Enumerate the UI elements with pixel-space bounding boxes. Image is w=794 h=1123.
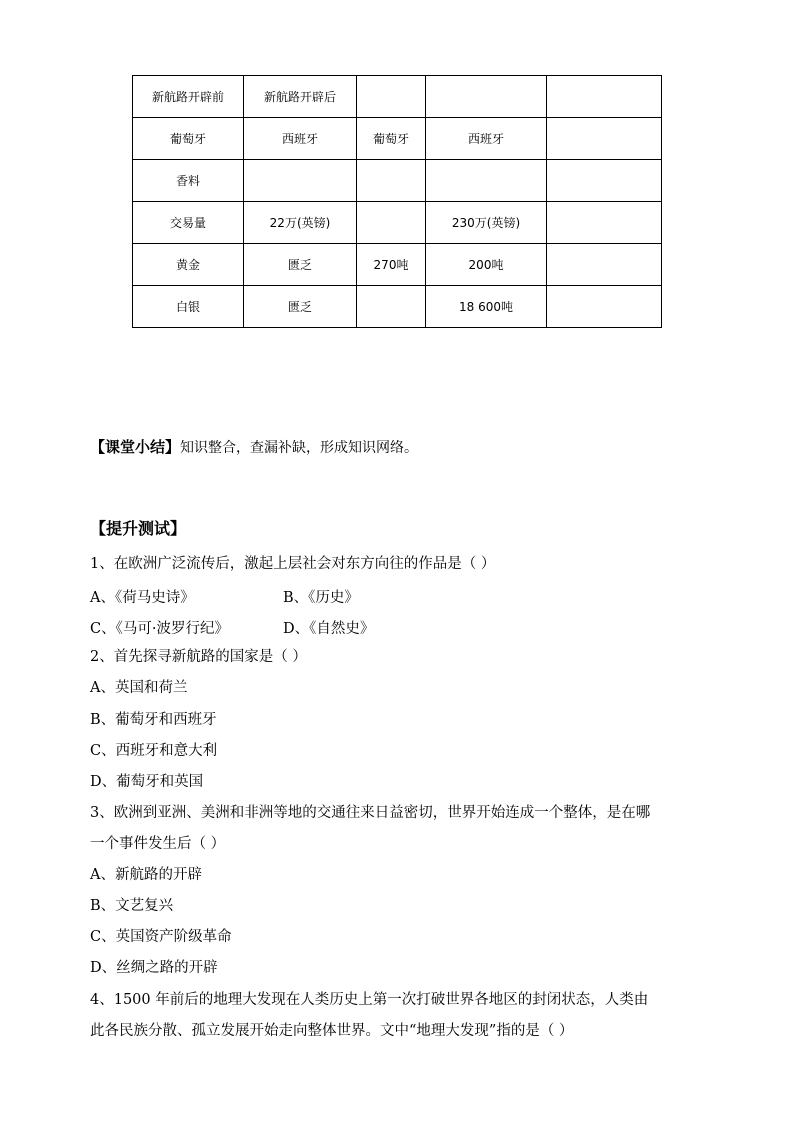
trade-table-body [133, 76, 662, 328]
table-cell [244, 160, 357, 202]
table-cell [547, 160, 662, 202]
table-cell: 新航路开辟后 [244, 76, 357, 118]
table-row [133, 244, 662, 286]
table-cell [547, 286, 662, 328]
table-cell: 黄金 [133, 244, 244, 286]
table-cell: 22万(英镑) [244, 202, 357, 244]
table-row [133, 76, 662, 118]
q1-option-d: D、《自然史》 [283, 621, 375, 637]
table-cell: 白银 [133, 286, 244, 328]
q2-option-b: B、葡萄牙和西班牙 [90, 712, 217, 728]
table-cell [357, 160, 426, 202]
q1-option-b: B、《历史》 [283, 590, 359, 606]
table-cell [547, 244, 662, 286]
q4-stem-line2: 此各民族分散、孤立发展开始走向整体世界。文中“地理大发现”指的是（ ） [90, 1023, 574, 1039]
table-row [133, 286, 662, 328]
table-row [133, 160, 662, 202]
table-cell [547, 76, 662, 118]
table-cell: 230万(英镑) [426, 202, 547, 244]
q1-option-a: A、《荷马史诗》 [90, 590, 195, 606]
q1-options-row1 [90, 586, 359, 607]
q2-option-a: A、英国和荷兰 [90, 680, 188, 696]
table-cell [357, 202, 426, 244]
q4-stem-line1: 4、1500 年前后的地理大发现在人类历史上第一次打破世界各地区的封闭状态，人类由 [90, 992, 649, 1008]
q2-option-d: D、葡萄牙和英国 [90, 774, 204, 790]
summary-text: 知识整合，查漏补缺，形成知识网络。 [180, 440, 419, 456]
table-cell: 葡萄牙 [357, 118, 426, 160]
table-cell [547, 118, 662, 160]
table-cell: 18 600吨 [426, 286, 547, 328]
q2-option-c: C、西班牙和意大利 [90, 743, 218, 759]
q3-option-d: D、丝绸之路的开辟 [90, 960, 218, 976]
table-cell: 交易量 [133, 202, 244, 244]
q2-stem: 2、首先探寻新航路的国家是（ ） [90, 649, 307, 665]
table-cell: 葡萄牙 [133, 118, 244, 160]
trade-table [132, 75, 662, 328]
table-cell [357, 286, 426, 328]
class-summary [90, 436, 418, 457]
table-cell: 匮乏 [244, 244, 357, 286]
test-heading: 【提升测试】 [90, 519, 187, 538]
table-cell: 西班牙 [426, 118, 547, 160]
table-row [133, 118, 662, 160]
table-cell: 匮乏 [244, 286, 357, 328]
q3-stem-line2: 一个事件发生后（ ） [90, 836, 226, 852]
q3-option-a: A、新航路的开辟 [90, 867, 202, 883]
table-cell [426, 76, 547, 118]
table-row [133, 202, 662, 244]
table-cell [547, 202, 662, 244]
table-cell [426, 160, 547, 202]
summary-heading: 【课堂小结】 [90, 438, 181, 456]
table-cell: 香料 [133, 160, 244, 202]
q1-options-row2 [90, 617, 375, 638]
q1-option-c: C、《马可·波罗行纪》 [90, 621, 229, 637]
q3-option-b: B、文艺复兴 [90, 898, 174, 914]
table-cell: 新航路开辟前 [133, 76, 244, 118]
table-cell: 200吨 [426, 244, 547, 286]
q3-option-c: C、英国资产阶级革命 [90, 929, 232, 945]
table-cell: 270吨 [357, 244, 426, 286]
q1-stem: 1、在欧洲广泛流传后，激起上层社会对东方向往的作品是（ ） [90, 556, 496, 572]
table-cell [357, 76, 426, 118]
q3-stem-line1: 3、欧洲到亚洲、美洲和非洲等地的交通往来日益密切，世界开始连成一个整体，是在哪 [90, 805, 651, 821]
table-cell: 西班牙 [244, 118, 357, 160]
